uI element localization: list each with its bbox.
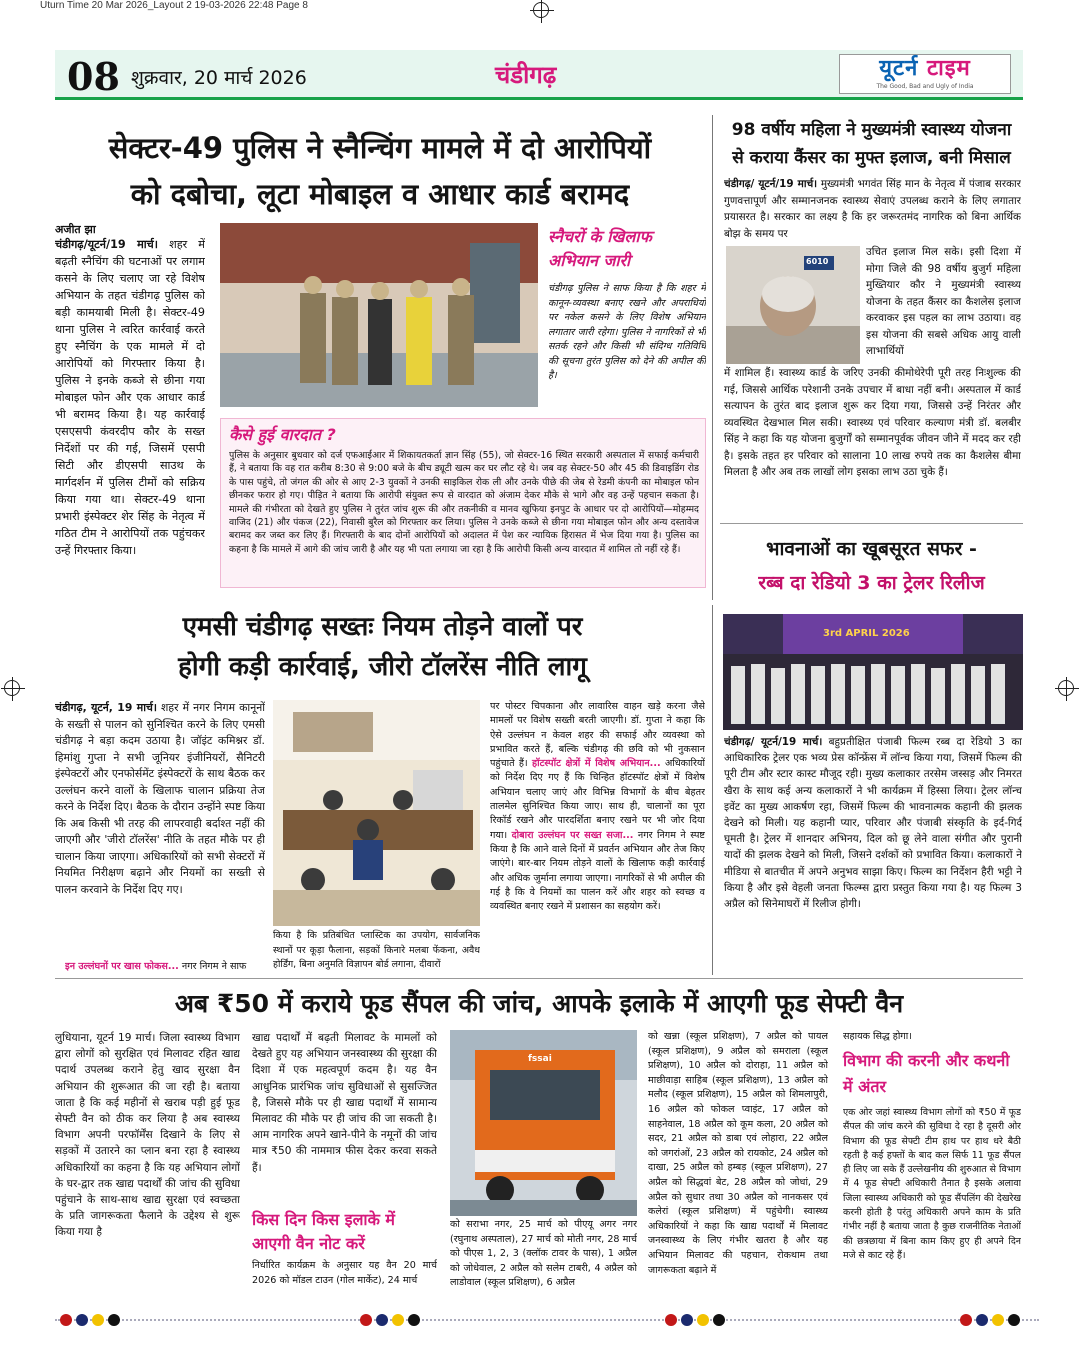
story4-col1-tail-text: नगर निगम ने साफ: [181, 961, 247, 972]
story2-dateline: चंडीगढ़/ यूटर्न/19 मार्च।: [724, 178, 818, 190]
story1-box-heading: कैसे हुई वारदात ?: [229, 425, 336, 444]
column-divider: [712, 605, 713, 975]
story2-body-bottom: में शामिल हैं। स्वास्थ्य कार्ड के जरिए उनकी कीमोथेरेपी पूरी तरह निःशुल्क की गई, जिससे आर्थिक परेशानी उनके उपचार में बाधा नहीं बनी। अस्पताल में कार्ड सत्यापन के तुरंत बाद इलाज शुरू कर दिया गया, जिससे उन्हें निरंतर और व्यवस्थित देखभाल मिल सकी। स्वास्थ्य एवं परिवार कल्याण मंत्री डॉ. बलबीर सिंह ने कहा कि यह योजना बुजुर्गों को सम्मानपूर्वक जीवन जीने में मदद कर रही है। इसके तहत हर परिवार को सालाना 10 लाख रुपये तक का कैशलेस बीमा मिलता है और अब तक लाखों लोग इसका लाभ उठा चुके हैं।: [724, 367, 1021, 478]
footer-dot: [1008, 1314, 1020, 1326]
story1-box-body: पुलिस के अनुसार बुधवार को दर्ज एफआईआर में शिकायतकर्ता ज्ञान सिंह (55), जो सेक्टर-16 स्थित सरकारी अस्पताल में सफाई कर्मचारी हैं, ने बताया कि वह रात करीब 8:30 से 9:00 बजे के बीच ड्यूटी खत्म कर घर लौट रहे थे। जब वह सेक्टर-50 और 45 की डिवाइडिंग रोड के पास पहुंचे, तो जंगल की ओर से आए 2-3 युवकों ने उनकी साइकिल रोक ली और उनके पीछे की जेब से रेडमी कंपनी का मोबाइल फोन छीनकर फरार हो गए। पीड़ित ने बताया कि आरोपी संयुक्त रूप से वारदात को अंजाम देकर मौके से भागे और वह उन्हें पहचान सकता है। मामले की गंभीरता को देखते हुए पुलिस ने तुरंत जांच शुरू की और तकनीकी व मानव खुफिया इनपुट के आधार पर दो आरोपियों—मोहम्मद वाजिद (21) और पंकज (22), निवासी बुरैल को गिरफ्तार कर लिया। पुलिस ने उनके कब्जे से छीना गया मोबाइल फोन और अन्य दस्तावेज बरामद कर जब्त कर लिए हैं। गिरफ्तारी के बाद दोनों आरोपियों को अदालत में पेश कर न्यायिक हिरासत में भेज दिया गया है। पुलिस का कहना है कि मामले में आगे की जांच जारी है और यह भी पता लगाया जा रहा है कि आरोपी किसी अन्य वारदात में शामिल तो नहीं रहे हैं।: [229, 450, 699, 555]
story4-headline: [55, 607, 710, 687]
story1-side-body: चंडीगढ़ पुलिस ने साफ किया है कि शहर में कानून-व्यवस्था बनाए रखने और अपराधियों पर नकेल कसने के लिए विशेष अभियान लगातार जारी रहेगा। पुलिस ने नागरिकों से भी सतर्क रहने और किसी भी संदिग्ध गतिविधि की सूचना तुरंत पुलिस को देने की अपील की है।: [548, 283, 706, 381]
story4-col1-tail-label: इन उल्लंघनों पर खास फोकस...: [65, 961, 179, 972]
story4-col3-a: पर पोस्टर चिपकाना और लावारिस वाहन खड़े करना जैसे मामलों पर विशेष सख्ती बरती जाएगी। डॉ. गुप्ता ने कहा कि ऐसे उल्लंघन न केवल शहर की सफाई और व्यवस्था को प्रभावित करते हैं, बल्कि चंडीगढ़ की छवि को भी नुकसान पहुंचाते हैं।: [490, 701, 705, 770]
story1-how-box: [220, 418, 706, 588]
story5-col5-heading-line2: में अंतर: [843, 1077, 887, 1096]
story2-body-top-text: मुख्यमंत्री भगवंत सिंह मान के नेतृत्व में पंजाब सरकार गुणवत्तापूर्ण और सम्मानजनक स्वास्थ्य सेवाएं उपलब्ध कराने के लिए लगातार प्रयासरत है। सरकार का लक्ष्य है कि हर जरूरतमंद नागरिक को बिना आर्थिक बोझ के समय पर: [724, 178, 1021, 240]
story4-col3-label1: हॉटस्पॉट क्षेत्रों में विशेष अभियान...: [532, 758, 661, 770]
column-divider: [712, 115, 713, 600]
story2-photo-label: 6010: [806, 257, 829, 266]
story4-col3-c: नगर निगम ने स्पष्ट किया है कि आने वाले दिनों में प्रवर्तन अभियान और तेज किए जाएंगे। बार-बार नियम तोड़ने वालों के खिलाफ कड़ी कार्रवाई और अधिक जुर्माना लगाया जाएगा। नागरिकों से भी अपील की गई है कि वे नियमों का पालन करें और शहर को स्वच्छ व व्यवस्थित बनाए रखने में प्रशासन का सहयोग करें।: [490, 829, 705, 913]
footer-dot: [713, 1314, 725, 1326]
story3-photo-trailer-launch: [723, 614, 1023, 730]
story1-dateline: चंडीगढ़/यूटर्न/19 मार्च।: [55, 238, 159, 251]
story5-col2-heading-line1: किस दिन किस इलाके में: [252, 1210, 396, 1229]
divider: [720, 523, 1023, 524]
story5-col2-heading: [252, 1208, 437, 1256]
page-number: 08: [67, 54, 120, 99]
story2-photo-patient: [726, 246, 860, 364]
story5-col5-b: एक ओर जहां स्वास्थ्य विभाग लोगों को ₹50 में फूड सैंपल की जांच करने की सुविधा दे रहा है दूसरी ओर विभाग की फूड सेफ्टी टीम हाथ पर हाथ धरे बैठी रहती है कई हफ्तों के बाद कल सिर्फ 11 फूड सैंपल ही लिए जा सके हैं उल्लेखनीय की शुरुआत से विभाग में 4 फूड सेफ्टी अधिकारी तैनात है इसके अलावा जिला स्वास्थ्य अधिकारी को फूड सैंपलिंग की देखरेख करनी होती है परंतु अधिकारी अपने काम के प्रति गंभीर नहीं है बताया जाता है कुछ राजनीतिक नेताओं की छत्रछाया में बिना काम किए हुए ही अपने दिन मजे से काट रहे हैं।: [843, 1107, 1021, 1261]
footer-dot: [681, 1314, 693, 1326]
story2-headline-line1: 98 वर्षीय महिला ने मुख्यमंत्री स्वास्थ्य योजना: [731, 120, 1012, 140]
footer-dot: [92, 1314, 104, 1326]
story5-col2-heading-line2: आएगी वैन नोट करें: [252, 1234, 365, 1253]
story1-photo-police: [220, 223, 538, 407]
story5-col2: खाद्य पदार्थों में बढ़ती मिलावट के मामलों को देखते हुए यह अभियान जनस्वास्थ्य की सुरक्षा की दिशा में एक महत्वपूर्ण कदम है। यह वैन आधुनिक प्रारंभिक जांच सुविधाओं से सुसज्जित है, जिससे मौके पर ही खाद्य पदार्थों में सामान्य मिलावट की मौके पर ही जांच की जा सकती है। आम नागरिक अपने खाने-पीने के नमूनों की जांच मात्र ₹50 की नाममात्र फीस देकर करवा सकते हैं।: [252, 1032, 437, 1174]
footer-dot: [665, 1314, 677, 1326]
footer-dots: [360, 1314, 420, 1326]
footer-dot: [108, 1314, 120, 1326]
divider: [55, 978, 1023, 979]
story1-headline-line2: को दबोचा, लूटा मोबाइल व आधार कार्ड बरामद: [130, 177, 630, 211]
footer-dot: [408, 1314, 420, 1326]
story5-van-label: fssai: [528, 1054, 552, 1064]
story5-photo-van: [450, 1030, 637, 1216]
registration-mark-icon: [1058, 680, 1074, 696]
story1-side-heading: [548, 225, 708, 273]
story5-col3: को सराभा नगर, 25 मार्च को पीएयू अगर नगर (रघुनाथ अस्पताल), 27 मार्च को मोती नगर, 28 मार्च को पीएस 1, 2, 3 (क्लॉक टावर के पास), 1 अप्रैल को जोधेवाल, 2 अप्रैल को सलेम टाबरी, 4 अप्रैल को लाडोवाल (स्कूल प्रशिक्षण), 6 अप्रैल: [450, 1219, 637, 1289]
story4-col1: [55, 700, 265, 958]
story3-body: [724, 734, 1022, 960]
footer-dot: [992, 1314, 1004, 1326]
story5-col5-heading: [843, 1048, 1021, 1100]
story3-headline-line2: रब्ब दा रेडियो 3 का ट्रेलर रिलीज: [758, 572, 985, 594]
story4-headline-line2: होगी कड़ी कार्रवाई, जीरो टॉलरेंस नीति लागू: [178, 652, 587, 682]
story1-body-text: शहर में बढ़ती स्नैचिंग की घटनाओं पर लगाम कसने के लिए चलाए जा रहे विशेष अभियान के तहत चंडीगढ़ पुलिस को बड़ी कामयाबी मिली है। सेक्टर-49 थाना पुलिस ने त्वरित कार्रवाई करते हुए स्नैचिंग के एक मामले में दो आरोपियों को गिरफ्तार किया है। पुलिस ने इनके कब्जे से छीना गया मोबाइल फोन और एक आधार कार्ड भी बरामद किया है। यह कार्रवाई एसएसपी कंवरदीप कौर के सख्त निर्देशों पर की गई, जिसमें एसपी सिटी और डीएसपी साउथ के मार्गदर्शन में पुलिस टीमों को सक्रिय किया गया था। सेक्टर-49 थाना प्रभारी इंस्पेक्टर शेर सिंह के नेतृत्व में गठित टीम ने आरोपियों तक पहुंचकर उन्हें गिरफ्तार किया।: [55, 238, 205, 557]
story3-body-text: बहुप्रतीक्षित पंजाबी फिल्म रब्ब दा रेडियो 3 का आधिकारिक ट्रेलर एक भव्य प्रेस कॉन्फ्रेंस में लॉन्च किया गया, जिसमें फिल्म की पूरी टीम और स्टार कास्ट मौजूद रही। मुख्य कलाकार तरसेम जस्सड़ और निमरत खैरा के साथ कई अन्य कलाकारों ने भी कार्यक्रम में हिस्सा लिया। ट्रेलर लॉन्च इवेंट का मुख्य आकर्षण रहा, जिसमें फिल्म की भावनात्मक कहानी की झलक देखने को मिली। यह कहानी प्यार, परिवार और पंजाबी संस्कृति के इर्द-गिर्द घूमती है। ट्रेलर में शानदार अभिनय, दिल को छू लेने वाला संगीत और पुरानी यादों की झलक देखने को मिली, जिसने दर्शकों को प्रभावित किया। कलाकारों ने मीडिया से बातचीत में अपने अनुभव साझा किए। फिल्म का निर्देशन हैरी भट्टी ने किया है और इसे वेहली जनता फिल्म्स द्वारा प्रस्तुत किया गया है। यह फिल्म 3 अप्रैल को सिनेमाघरों में रिलीज होगी।: [724, 736, 1022, 911]
story4-photo-caption: किया है कि प्रतिबंधित प्लास्टिक का उपयोग, सार्वजनिक स्थानों पर कूड़ा फैलाना, सड़कों किनारे मलबा फेंकना, अवैध होर्डिंग, बिना अनुमति विज्ञापन बोर्ड लगाना, दीवारों: [273, 930, 480, 970]
masthead-word-b: टाइम: [926, 56, 971, 81]
story4-headline-line1: एमसी चंडीगढ़ सख्तः नियम तोड़ने वालों पर: [182, 612, 583, 642]
story3-banner-text: 3rd APRIL 2026: [823, 628, 910, 639]
story1-author: अजीत झा: [55, 223, 96, 236]
section-name: चंडीगढ़: [495, 61, 557, 89]
footer-dots: [665, 1314, 725, 1326]
footer-dot: [60, 1314, 72, 1326]
story2-headline-line2: से कराया कैंसर का मुफ्त इलाज, बनी मिसाल: [732, 148, 1011, 168]
story1-side-heading-line2: अभियान जारी: [548, 251, 631, 270]
page-header: [55, 50, 1023, 100]
story5-headline: अब ₹50 में कराये फूड सैंपल की जांच, आपके इलाके में आएगी फूड सेफ्टी वैन: [174, 989, 904, 1018]
registration-mark-icon: [533, 2, 549, 18]
registration-mark-icon: [4, 680, 20, 696]
story5-col5-a: सहायक सिद्ध होगा।: [843, 1031, 912, 1042]
story1-side-heading-line1: स्नैचरों के खिलाफ: [548, 227, 652, 246]
story2-body-top: [724, 176, 1021, 244]
footer-dots: [960, 1314, 1020, 1326]
footer-dot: [697, 1314, 709, 1326]
story5-col5-heading-line1: विभाग की करनी और कथनी: [843, 1051, 1010, 1070]
story1-headline-line1: सेक्टर-49 पुलिस ने स्नैन्चिंग मामले में दो आरोपियों: [108, 131, 652, 165]
story4-photo-meeting: [273, 700, 480, 926]
story3-headline-line1: भावनाओं का खूबसूरत सफर -: [766, 538, 977, 560]
story4-dateline: चंडीगढ़, यूटर्न, 19 मार्च।: [55, 701, 157, 714]
story4-col1-tail: [65, 960, 265, 974]
print-slug: Uturn Time 20 Mar 2026_Layout 2 19-03-2026 22:48 Page 8: [40, 0, 308, 11]
story5-col1: लुधियाना, यूटर्न 19 मार्च। जिला स्वास्थ्य विभाग द्वारा लोगों को सुरक्षित एवं मिलावट रहित खाद्य पदार्थ उपलब्ध कराने हेतु खाद सुरक्षा वैन अभियान की शुरूआत की जा रही है। बताया जाता है कि कई महीनों से खराब पड़ी हुई फूड सेफ्टी वैन को ठीक कर लिया है अब स्वास्थ्य विभाग अपनी परफॉर्मेंस दिखाने के लिए से सड़कों में उतारने का प्लान बना रहा है स्वास्थ्य अधिकारियों का कहना है कि यह अभियान लोगों के घर-द्वार तक खाद्य पदार्थों की जांच की सुविधा पहुंचाने के साथ-साथ खाद्य सुरक्षा एवं स्वच्छता के प्रति जागरूकता फैलाने के उद्देश्य से शुरू किया गया है: [55, 1032, 240, 1239]
page-date: शुक्रवार, 20 मार्च 2026: [131, 67, 307, 89]
story3-dateline: चंडीगढ़/ यूटर्न/19 मार्च।: [724, 736, 823, 748]
footer-dots: [60, 1314, 120, 1326]
footer-dot: [392, 1314, 404, 1326]
story4-col3-label2: दोबारा उल्लंघन पर सख्त सजा...: [511, 829, 634, 841]
story4-col3-b: अधिकारियों को निर्देश दिए गए हैं कि चिन्हित हॉटस्पॉट क्षेत्रों में विशेष अभियान चलाए जाएं और विभिन्न विभागों के बीच बेहतर तालमेल सुनिश्चित किया जाए। साथ ही, चालानों का पूरा रिकॉर्ड रखने और पारदर्शिता बनाए रखने पर भी जोर दिया गया।: [490, 758, 705, 841]
story2-headline: [720, 116, 1023, 172]
story4-col1-text: शहर में नगर निगम कानूनों के सख्ती से पालन को सुनिश्चित करने के लिए एमसी चंडीगढ़ ने बड़ा कदम उठाया है। जॉइंट कमिश्नर डॉ. हिमांशु गुप्ता ने सभी जूनियर इंजीनियरों, सैनिटरी इंस्पेक्टरों और एनफोर्समेंट इंस्पेक्टरों के साथ बैठक कर उल्लंघन करने वालों के खिलाफ चालान प्रक्रिया तेज करने के निर्देश दिए। बैठक के दौरान उन्होंने स्पष्ट किया कि अब किसी भी तरह की लापरवाही बर्दाश्त नहीं की जाएगी और 'जीरो टॉलरेंस' नीति के तहत मौके पर ही चालान किया जाएगा। अधिकारियों को सभी सेक्टरों में नियमित निरीक्षण बढ़ाने और नियमों का सख्ती से पालन करवाने के निर्देश दिए गए।: [55, 701, 265, 896]
footer-dot: [76, 1314, 88, 1326]
story1-headline: [55, 125, 705, 217]
story3-headline: [720, 532, 1023, 600]
footer-dot: [960, 1314, 972, 1326]
story2-body-side: उचित इलाज मिल सके। इसी दिशा में मोगा जिले की 98 वर्षीय बुजुर्ग महिला मुख्तियार कौर ने मुख्यमंत्री स्वास्थ्य योजना के तहत कैंसर का कैशलेस इलाज करवाकर इस पहल का लाभ उठाया। वह इस योजना की सबसे अधिक आयु वाली लाभार्थियों: [866, 246, 1021, 357]
footer-dot: [976, 1314, 988, 1326]
masthead-word-a: यूटर्न: [879, 56, 919, 81]
masthead-logo: [839, 54, 1011, 94]
masthead-tagline: The Good, Bad and Ugly of India: [876, 83, 974, 90]
story4-col3: [490, 700, 705, 975]
story5-col2-b: निर्धारित कार्यक्रम के अनुसार यह वैन 20 मार्च 2026 को मॉडल टाउन (गोल मार्केट), 24 मार्च: [252, 1260, 437, 1286]
story1-body: [55, 236, 205, 592]
footer-rule: [55, 1319, 1039, 1321]
footer-dot: [376, 1314, 388, 1326]
story5-col4: को खन्ना (स्कूल प्रशिक्षण), 7 अप्रैल को पायल (स्कूल प्रशिक्षण), 9 अप्रैल को समराला (स्कूल प्रशिक्षण), 10 अप्रैल को दोराहा, 11 अप्रैल को माछीवाड़ा साहिब (स्कूल प्रशिक्षण), 13 अप्रैल को मलौद (स्कूल प्रशिक्षण), 15 अप्रैल को शिमलापुरी, 16 अप्रैल को फोकल प्वाइंट, 17 अप्रैल को साहनेवाल, 18 अप्रैल को कूम कला, 20 अप्रैल को सदर, 21 अप्रैल को डाबा एवं लोहारा, 22 अप्रैल को जगरांओं, 23 अप्रैल को रायकोट, 24 अप्रैल को दाखा, 25 अप्रैल को हम्बड़ (स्कूल प्रशिक्षण), 27 अप्रैल को सिद्धवां बेट, 28 अप्रैल को जोधां, 29 अप्रैल को सुधार तथा 30 अप्रैल को नानकसर एवं कलेरां (स्कूल प्रशिक्षण) में पहुंचेगी। स्वास्थ्य अधिकारियों ने कहा कि खाद्य पदार्थों में मिलावट जनस्वास्थ्य के लिए गंभीर खतरा है और यह अभियान मिलावट की पहचान, रोकथाम तथा जागरूकता बढ़ाने में: [648, 1031, 828, 1276]
footer-dot: [360, 1314, 372, 1326]
